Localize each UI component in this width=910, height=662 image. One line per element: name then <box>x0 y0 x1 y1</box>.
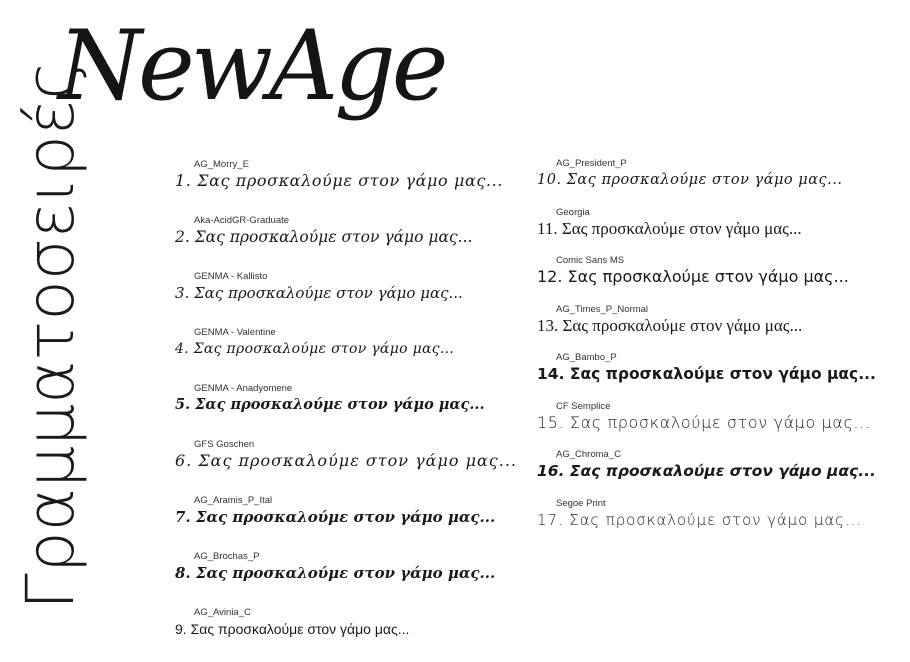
font-sample-text: 4. Σας προσκαλούμε στον γάμο μας... <box>175 341 455 357</box>
newage-logo: NewAge <box>58 10 445 122</box>
font-sample-text: 10. Σας προσκαλούμε στον γάμο μας... <box>537 172 843 188</box>
font-name-label: AG_Bambo_P <box>556 352 617 363</box>
font-sample-text: 11. Σας προσκαλούμε στον γάμο μας... <box>537 218 802 238</box>
font-name-label: GENMA - Kallisto <box>194 271 268 282</box>
font-sample-entry <box>175 214 535 270</box>
font-sample-text: 12. Σας προσκαλούμε στον γάμο μας... <box>537 267 849 286</box>
font-name-label: AG_Morry_E <box>194 159 249 170</box>
font-sample-text: 2. Σας προσκαλούμε στον γάμο μας... <box>175 228 473 246</box>
font-list-left <box>175 158 535 662</box>
font-name-label: GENMA - Anadyomene <box>194 383 293 394</box>
font-sample-text: 8. Σας προσκαλούμε στον γάμο μας... <box>175 564 496 582</box>
font-sample-entry <box>537 303 897 352</box>
fonts-vertical-title: Γραμματοσειρές <box>12 60 89 610</box>
font-sample-text: 17. Σας προσκαλούμε στον γάμο μας... <box>537 510 862 529</box>
font-sample-text: 15. Σας προσκαλούμε στον γάμο μας... <box>537 412 871 432</box>
font-name-label: AG_President_P <box>556 158 627 169</box>
font-sample-entry <box>537 497 897 546</box>
font-name-label: Segoe Print <box>556 497 606 509</box>
font-name-label: GFS Goschen <box>194 439 255 450</box>
font-name-label: Comic Sans MS <box>556 255 625 266</box>
font-sample-entry <box>175 326 535 382</box>
font-sample-text: 13. Σας προσκαλούμε στον γάμο μας... <box>537 315 803 335</box>
font-sample-text: 16. Σας προσκαλούμε στον γάμο μας... <box>537 462 876 480</box>
font-sample-entry <box>175 438 535 494</box>
font-sample-entry <box>537 206 897 255</box>
font-sample-entry <box>537 400 897 449</box>
font-sample-text: 9. Σας προσκαλούμε στον γάμο μας... <box>175 621 410 637</box>
font-sample-entry <box>175 550 535 606</box>
font-sample-entry <box>175 270 535 326</box>
font-name-label: Aka-AcidGR-Graduate <box>194 215 290 226</box>
font-list-right <box>537 157 897 545</box>
font-sample-entry <box>175 382 535 438</box>
font-sample-entry <box>175 606 535 662</box>
font-name-label: AG_Avinia_C <box>194 607 251 618</box>
font-sample-entry <box>537 157 897 206</box>
font-sample-text: 1. Σας προσκαλούμε στον γάμο μας... <box>175 171 503 190</box>
font-sample-text: 7. Σας προσκαλούμε στον γάμο μας... <box>175 508 496 526</box>
font-name-label: AG_Times_P_Normal <box>556 303 649 315</box>
font-sample-entry <box>175 158 535 214</box>
font-sample-entry <box>537 254 897 303</box>
font-sample-text: 6. Σας προσκαλούμε στον γάμο μας... <box>175 451 517 470</box>
font-name-label: AG_Aramis_P_Ital <box>194 495 273 506</box>
font-sample-entry <box>537 351 897 400</box>
font-name-label: CF Semplice <box>556 400 611 412</box>
font-name-label: AG_Chroma_C <box>556 449 621 460</box>
font-name-label: GENMA - Valentine <box>194 327 276 338</box>
font-sample-text: 14. Σας προσκαλούμε στον γάμο μας... <box>537 365 876 383</box>
font-sample-entry <box>537 448 897 497</box>
font-sample-text: 5. Σας προσκαλούμε στον γάμο μας... <box>175 396 485 413</box>
font-sample-entry <box>175 494 535 550</box>
font-name-label: AG_Brochas_P <box>194 551 260 562</box>
font-name-label: Georgia <box>556 206 590 218</box>
font-sample-text: 3. Σας προσκαλούμε στον γάμο μας... <box>175 284 463 302</box>
